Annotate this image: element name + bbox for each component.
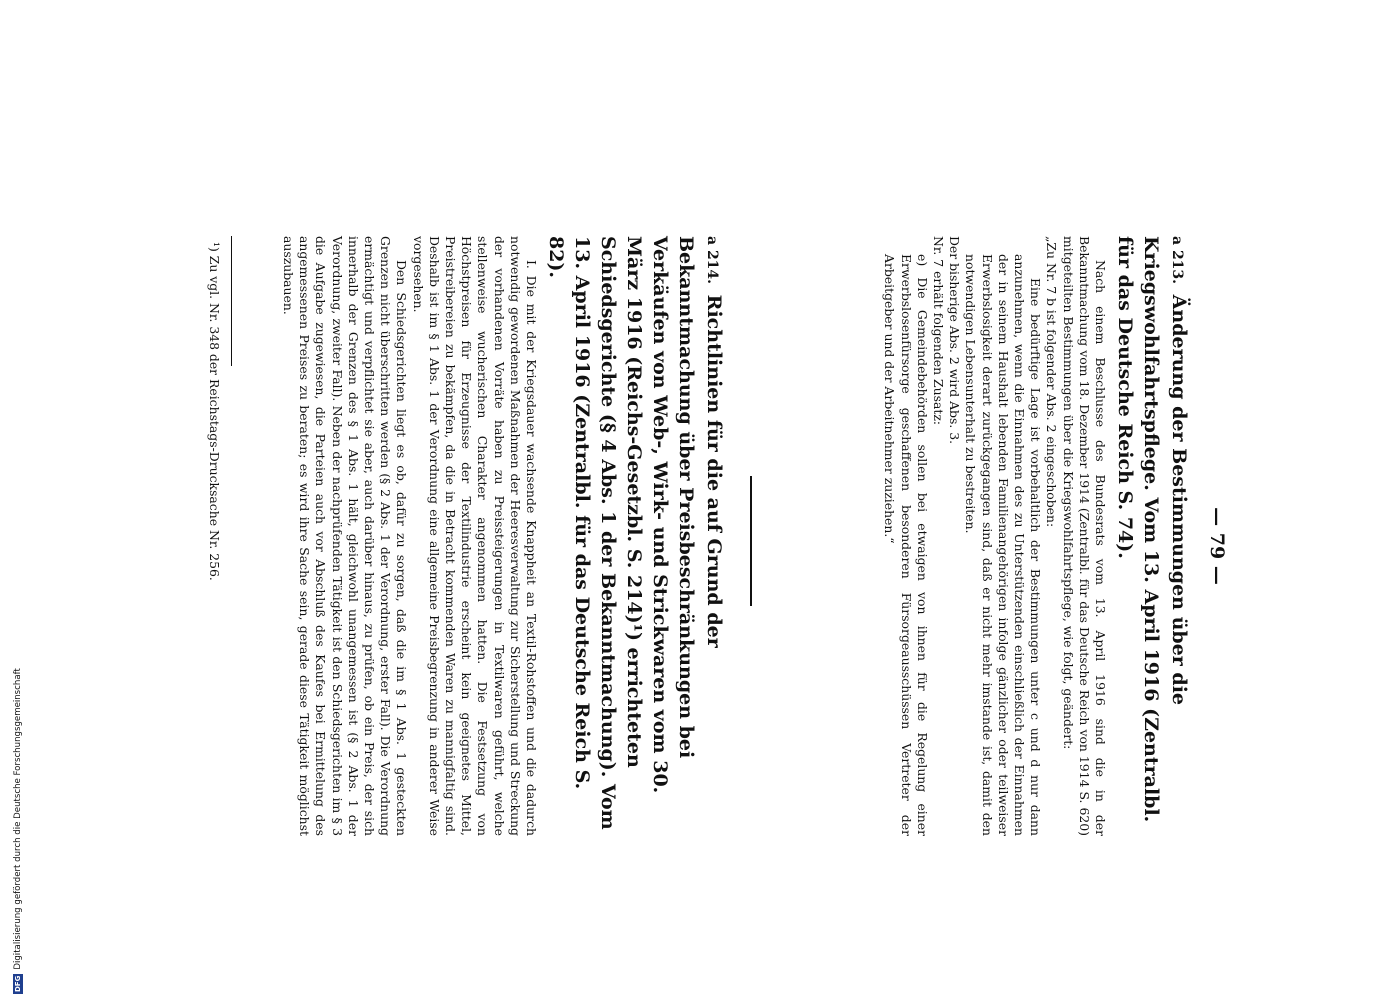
document-page <box>152 236 1232 856</box>
section-213-change-1-text: Eine bedürftige Lage ist vorbehaltlich der Bestimmungen unter c und d nur dann anzunehmen, wenn die Einnahmen des zu Unterstützenden einschließlich der Einnahmen der in seinem Haushalt lebenden Familienangehörigen infolge gänzlicher oder teilweiser Erwerbslosigkeit derart zurückgegangen sind, daß er nicht mehr imstande ist, damit den notwendigen Lebensunterhalt zu bestreiten. <box>963 254 1044 836</box>
section-213-change-2: Der bisherige Abs. 2 wird Abs. 3. <box>947 236 963 445</box>
section-213-title: Änderung der Bestimmungen über die Kriegswohlfahrtspflege. Vom 13. April 1916 (Zentralbl. für das Deutsche Reich S. 74). <box>1114 236 1190 823</box>
section-213-number: a 213. <box>1169 236 1185 285</box>
section-214 <box>280 236 727 836</box>
digitization-credit <box>12 594 24 994</box>
section-213-change-3: Nr. 7 erhält folgenden Zusatz: <box>930 236 946 426</box>
section-214-number: a 214. <box>704 236 720 285</box>
credit-text: Digitalisierung gefördert durch die Deutsche Forschungsgemeinschaft <box>13 668 23 970</box>
section-213 <box>881 236 1192 836</box>
section-213-change-3-text: e) Die Gemeindebehörden sollen bei etwaigen von ihnen für die Regelung einer Erwerbslosenfürsorge geschaffenen besonderen Fürsorgeausschüssen Vertreter der Arbeitgeber und der Arbeitnehmer zuziehen.“ <box>882 254 930 836</box>
section-214-heading <box>543 236 727 836</box>
section-213-change-1: „Zu Nr. 7 b ist folgender Abs. 2 eingeschoben: <box>1044 236 1060 528</box>
footnote-rule <box>231 236 232 366</box>
dfg-logo: DFG <box>14 975 22 992</box>
section-divider <box>750 476 752 606</box>
section-214-paragraph-2: Den Schiedsgerichten liegt es ob, dafür zu sorgen, daß die im § 1 Abs. 1 gesteckten Grenzen nicht überschritten werden (§ 2 Abs. 1 der Verordnung, erster Fall). Die Verordnung ermächtigt und verpflichtet sie aber, auch darüber hinaus, zu prüfen, ob ein Preis, der sich innerhalb der Grenzen des § 1 Abs. 1 hält, gleichwohl unangemessen ist (§ 2 Abs. 1 der Verordnung, zweiter Fall). Neben der nachprüfenden Tätigkeit ist den Schiedsgerichten im § 3 die Aufgabe zugewiesen, die Parteien auch vor Abschluß des Kaufes bei Ermittelung des angemessenen Preises zu beraten; es wird ihre Sache sein, gerade diese Tätigkeit möglichst auszubauen. <box>280 236 410 836</box>
page-number: — 79 — <box>1206 507 1228 585</box>
section-214-title: Richtlinien für die auf Grund der Bekanntmachung über Preisbeschränkungen bei Verkäufen von Web-, Wirk- und Strickwaren vom 30. März 1916 (Reichs-Gesetzbl. S. 214)¹) errichteten Schiedsgerichte (§ 4 Abs. 1 der Bekanntmachung). Vom 13. April 1916 (Zentralbl. für das Deutsche Reich S. 82). <box>545 236 725 830</box>
footnote: ¹) Zu vgl. Nr. 348 der Reichstags-Drucksache Nr. 256. <box>207 242 222 581</box>
section-213-intro: Nach einem Beschlusse des Bundesrats vom 13. April 1916 sind die in der Bekanntmachung vom 18. Dezember 1914 (Zentralbl. für das Deutsche Reich von 1914 S. 620) mitgeteilten Bestimmungen über die Kriegswohlfahrtspflege, wie folgt, geändert: <box>1060 236 1108 836</box>
section-213-heading <box>1112 236 1192 836</box>
section-214-paragraph-1: I. Die mit der Kriegsdauer wachsende Knappheit an Textil-Rohstoffen und die dadurch notwendig gewordenen Maßnahmen der Heeresverwaltung zur Sicherstellung und Streckung der vorhandenen Vorräte haben zu Preissteigerungen in Textilwaren geführt, welche stellenweise wucherischen Charakter angenommen hatten. Die Festsetzung von Höchstpreisen für Erzeugnisse der Textilindustrie erscheint kein geeignetes Mittel, Preistreibereien zu bekämpfen, da die in Betracht kommenden Waren zu mannigfaltig sind. Deshalb ist im § 1 Abs. 1 der Verordnung eine allgemeine Preisbegrenzung in anderer Weise vorgesehen. <box>410 236 539 836</box>
